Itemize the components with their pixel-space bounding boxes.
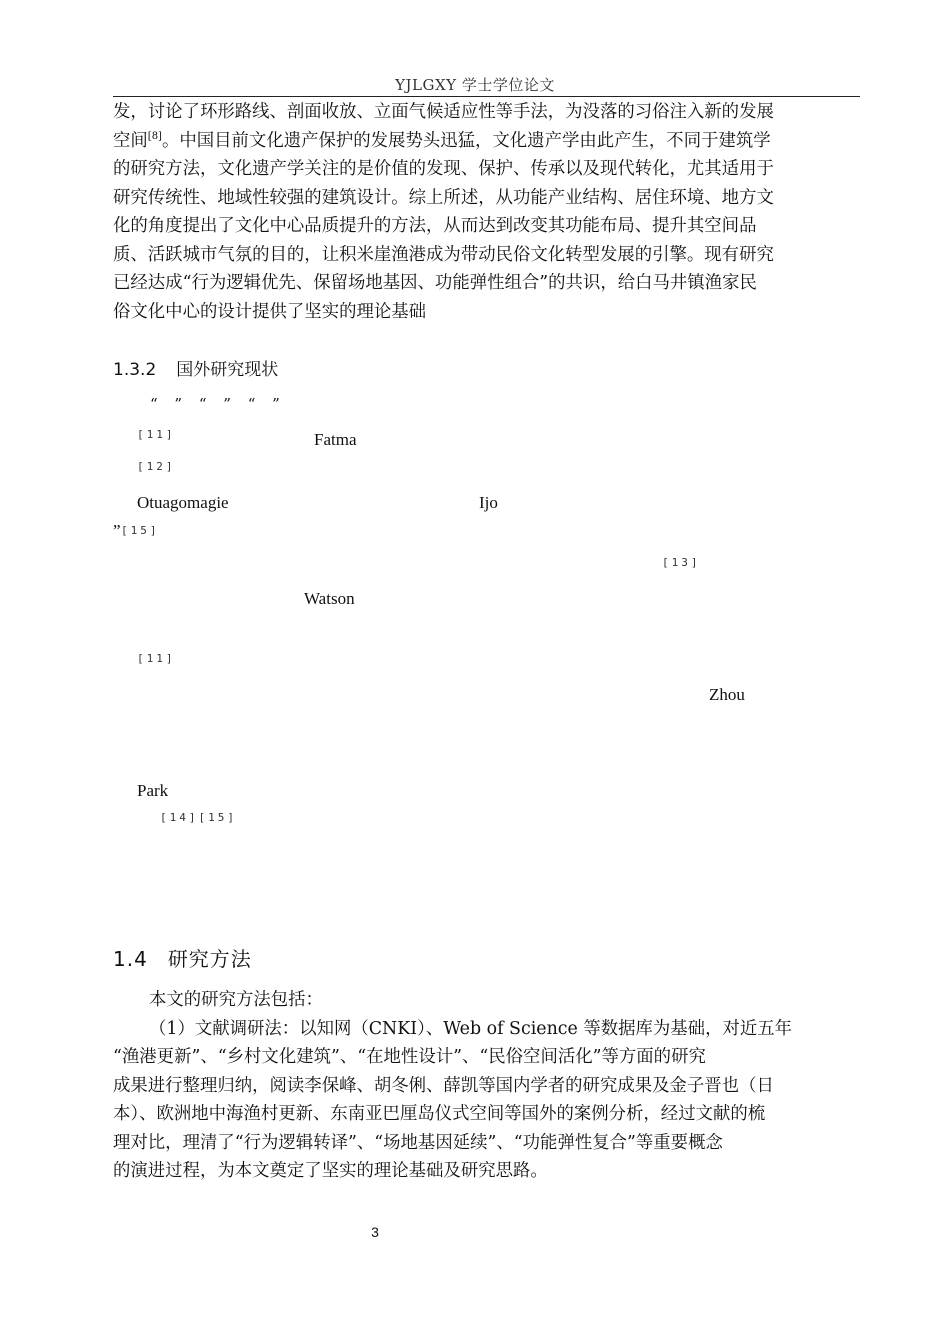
author-name: Watson xyxy=(304,589,355,608)
text-line: （1）文献调研法：以知网（CNKI）、Web of Science 等数据库为基础，对近五年 xyxy=(149,1018,793,1039)
author-name: Otuagomagie xyxy=(137,493,229,512)
intro-paragraph xyxy=(113,98,860,326)
quote-close: ” xyxy=(113,521,121,540)
text-line: 已经达成“行为逻辑优先、保留场地基因、功能弹性组合”的共识，给白马井镇渔家民 xyxy=(113,273,757,293)
text-line: 化的角度提出了文化中心品质提升的方法，从而达到改变其功能布局、提升其空间品 xyxy=(113,216,757,236)
running-header: YJLGXY 学士学位论文 xyxy=(395,76,555,94)
citation-ref: [8] xyxy=(147,130,162,142)
section-title: 研究方法 xyxy=(167,947,252,971)
text-line: 发，讨论了环形路线、剖面收放、立面气候适应性等手法，为没落的习俗注入新的发展 xyxy=(113,102,774,122)
section-number: 1.4 xyxy=(113,947,148,971)
section-number: 1.3.2 xyxy=(113,360,157,380)
citation-ref: [11] xyxy=(137,652,176,665)
text-line: 的演进过程，为本文奠定了坚实的理论基础及研究思路。 xyxy=(113,1161,548,1181)
text-line: “渔港更新”、“乡村文化建筑”、“在地性设计”、“民俗空间活化”等方面的研究 xyxy=(113,1047,706,1067)
text-line: 成果进行整理归纳，阅读李保峰、胡冬俐、薛凯等国内学者的研究成果及金子晋也（日 xyxy=(113,1075,774,1096)
text-line: 的研究方法，文化遗产学关注的是价值的发现、保护、传承以及现代转化，尤其适用于 xyxy=(113,159,774,179)
text-line: 研究传统性、地域性较强的建筑设计。综上所述，从功能产业结构、居住环境、地方文 xyxy=(113,187,774,208)
section-heading-1-3-2 xyxy=(113,355,278,380)
author-name: Fatma xyxy=(314,430,357,449)
text-fragment: 。中国目前文化遗产保护的发展势头迅猛，文化遗产学由此产生，不同于建筑学 xyxy=(161,130,771,151)
citation-ref: [11] xyxy=(137,428,176,441)
citation-ref: [13] xyxy=(662,556,701,569)
text-fragment: 空间 xyxy=(113,130,148,151)
citation-ref: [15] xyxy=(121,524,160,537)
citation-ref: [14][15] xyxy=(160,811,237,824)
methods-section xyxy=(113,986,860,1186)
text-line: 质、活跃城市气氛的目的，让积米崖渔港成为带动民俗文化转型发展的引擎。现有研究 xyxy=(113,244,774,265)
author-name: Zhou xyxy=(709,685,745,704)
section-heading-1-4 xyxy=(113,943,252,972)
text-line: 本）、欧洲地中海渔村更新、东南亚巴厘岛仪式空间等国外的案例分析，经过文献的梳 xyxy=(113,1104,766,1124)
section-title: 国外研究现状 xyxy=(176,360,279,380)
author-name: Ijo xyxy=(479,493,498,512)
text-line xyxy=(113,127,860,156)
text-line: 理对比，理清了“行为逻辑转译”、“场地基因延续”、“功能弹性复合”等重要概念 xyxy=(113,1132,723,1153)
page-number: 3 xyxy=(371,1224,379,1240)
author-name: Park xyxy=(137,781,169,800)
methods-intro: 本文的研究方法包括： xyxy=(149,990,323,1010)
text-line: 俗文化中心的设计提供了坚实的理论基础 xyxy=(113,301,427,322)
citation-ref: [12] xyxy=(137,460,176,473)
header-rule xyxy=(113,96,860,97)
quote-marks: “ ” “ ” “ ” xyxy=(150,395,286,413)
